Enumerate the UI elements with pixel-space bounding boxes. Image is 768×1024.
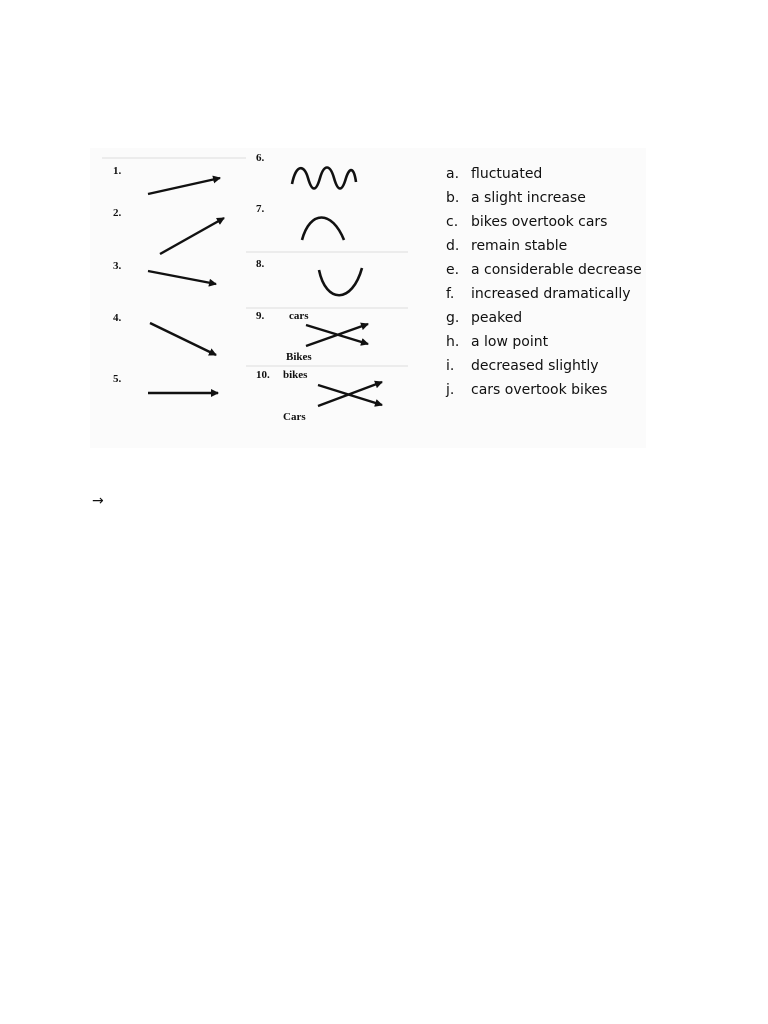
option-text: increased dramatically	[471, 286, 631, 302]
option-letter: j.	[446, 382, 455, 398]
option-item	[446, 188, 642, 212]
option-item	[446, 236, 642, 260]
option-letter: a.	[446, 166, 460, 182]
option-text: fluctuated	[471, 166, 543, 182]
item-number: 2.	[113, 207, 122, 219]
crossing-label-bottom: Bikes	[286, 351, 312, 363]
option-letter: d.	[446, 238, 460, 254]
item-number: 3.	[113, 260, 122, 272]
option-item	[446, 308, 642, 332]
trend-line-3	[148, 271, 216, 284]
matching-exercise	[90, 148, 646, 448]
option-text: remain stable	[471, 238, 568, 254]
item-number: 8.	[256, 258, 265, 270]
item-number: 9.	[256, 310, 265, 322]
option-item	[446, 380, 642, 404]
option-letter: h.	[446, 334, 460, 350]
item-number: 1.	[113, 165, 122, 177]
option-item	[446, 356, 642, 380]
right-arrow-icon: →	[92, 493, 104, 509]
options-list	[446, 164, 642, 404]
crossing-label-top: cars	[289, 310, 309, 322]
option-item	[446, 260, 642, 284]
item-number: 5.	[113, 373, 122, 385]
item-number: 4.	[113, 312, 122, 324]
option-text: a slight increase	[471, 190, 586, 206]
trend-line-8	[319, 268, 362, 295]
option-text: a considerable decrease	[471, 262, 642, 278]
trend-line-1	[148, 178, 220, 194]
option-item	[446, 212, 642, 236]
option-item	[446, 164, 642, 188]
option-letter: f.	[446, 286, 455, 302]
option-letter: g.	[446, 310, 460, 326]
trend-line-2	[160, 218, 224, 254]
option-text: bikes overtook cars	[471, 214, 608, 230]
crossing-label-top: bikes	[283, 369, 308, 381]
option-text: a low point	[471, 334, 549, 350]
option-text: cars overtook bikes	[471, 382, 608, 398]
item-number: 7.	[256, 203, 265, 215]
option-item	[446, 284, 642, 308]
option-text: peaked	[471, 310, 523, 326]
option-letter: c.	[446, 214, 459, 230]
item-number: 10.	[256, 369, 270, 381]
option-item	[446, 332, 642, 356]
trend-line-4	[150, 323, 216, 355]
option-text: decreased slightly	[471, 358, 599, 374]
trend-line-6	[292, 168, 356, 189]
option-letter: e.	[446, 262, 460, 278]
item-number: 6.	[256, 152, 265, 164]
option-letter: b.	[446, 190, 460, 206]
crossing-label-bottom: Cars	[283, 411, 306, 423]
option-letter: i.	[446, 358, 455, 374]
trend-line-7	[302, 218, 344, 241]
